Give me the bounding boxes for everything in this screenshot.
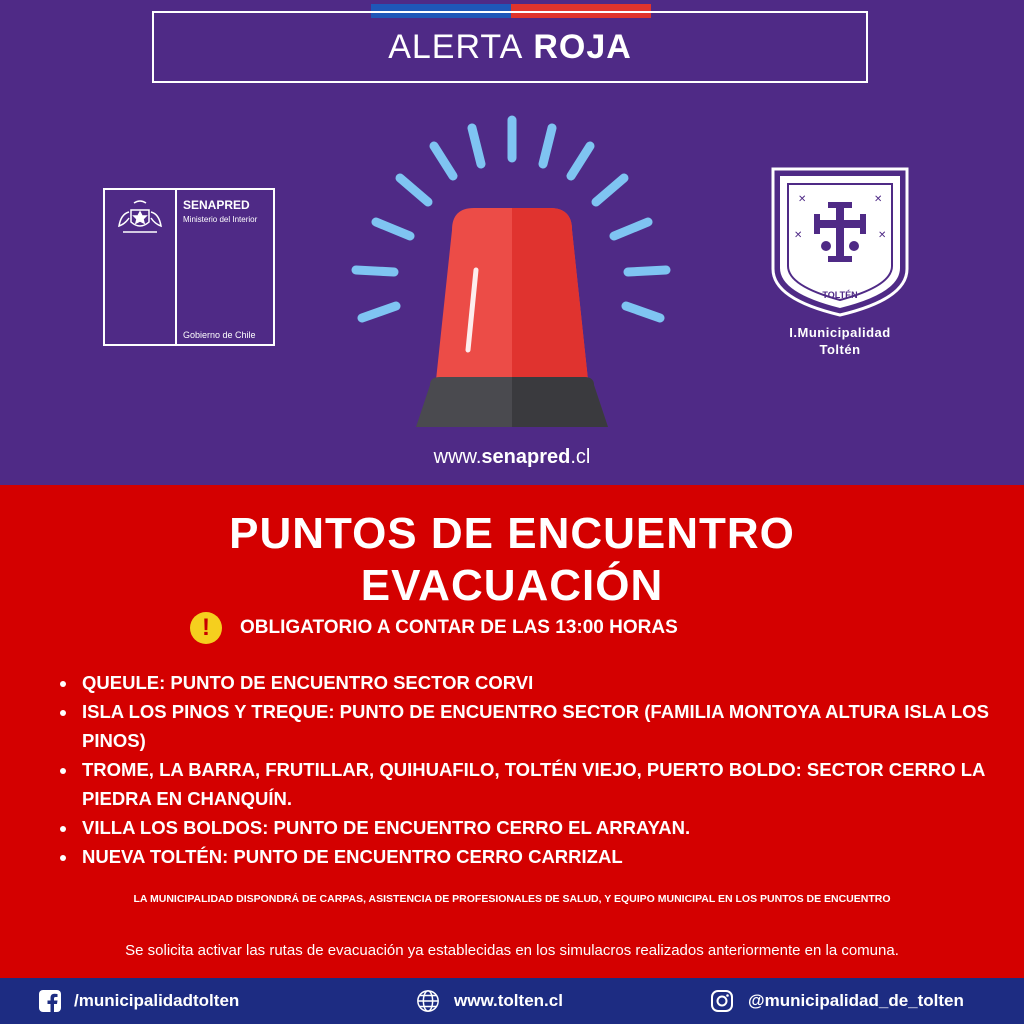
footer-facebook-link[interactable] [38, 978, 239, 1024]
warning-icon: ! [190, 612, 222, 644]
shield-label: TOLTÉN [822, 290, 858, 300]
siren-icon [340, 110, 680, 440]
senapred-url-suffix: .cl [570, 446, 591, 468]
headline [0, 508, 1024, 612]
obligatory-notice [190, 612, 678, 644]
senapred-name: SENAPRED [183, 198, 250, 212]
ministry-label: Ministerio del Interior [183, 215, 258, 224]
footer [0, 978, 1024, 1024]
instagram-handle: @municipalidad_de_tolten [748, 991, 964, 1010]
svg-text:✕: ✕ [874, 194, 883, 205]
evacuation-request: Se solicita activar las rutas de evacuación ya establecidas en los simulacros realizados anteriormente en la comuna. [125, 942, 899, 959]
svg-text:✕: ✕ [878, 230, 887, 241]
list-item: • ISLA LOS PINOS Y TREQUE: PUNTO DE ENCUENTRO SECTOR (FAMILIA MONTOYA ALTURA ISLA LOS PINOS) [78, 697, 1018, 755]
facebook-icon [38, 989, 62, 1013]
svg-text:✕: ✕ [798, 194, 807, 205]
list-item: • TROME, LA BARRA, FRUTILLAR, QUIHUAFILO, TOLTÉN VIEJO, PUERTO BOLDO: SECTOR CERRO LA PIEDRA EN CHANQUÍN. [78, 755, 1018, 813]
footer-instagram-link[interactable] [710, 978, 964, 1024]
list-item: • QUEULE: PUNTO DE ENCUENTRO SECTOR CORVI [78, 668, 1018, 697]
instagram-icon [710, 989, 734, 1013]
list-item: • VILLA LOS BOLDOS: PUNTO DE ENCUENTRO CERRO EL ARRAYAN. [78, 813, 1018, 842]
globe-icon [416, 989, 440, 1013]
alert-title [152, 11, 868, 83]
meeting-points-list [58, 668, 1018, 871]
headline-line1: PUNTOS DE ENCUENTRO [229, 509, 795, 558]
alert-title-light: ALERTA [388, 27, 524, 66]
headline-line2: EVACUACIÓN [360, 561, 664, 610]
municipality-shield-icon [770, 166, 910, 318]
svg-text:✕: ✕ [794, 230, 803, 241]
municipality-name-line1: I.Municipalidad [789, 325, 891, 340]
footer-website-link[interactable] [416, 978, 563, 1024]
facebook-handle: /municipalidadtolten [74, 991, 240, 1010]
list-item: • NUEVA TOLTÉN: PUNTO DE ENCUENTRO CERRO CARRIZAL [78, 842, 1018, 871]
senapred-url[interactable] [0, 446, 1024, 469]
municipality-logo [770, 166, 910, 366]
municipality-name-line2: Toltén [819, 342, 861, 357]
senapred-url-bold: senapred [481, 446, 571, 468]
chile-coat-of-arms-icon [113, 198, 167, 240]
obligatory-text: OBLIGATORIO A CONTAR DE LAS 13:00 HORAS [240, 617, 678, 638]
senapred-logo [103, 188, 275, 346]
website-url: www.tolten.cl [454, 991, 563, 1010]
senapred-url-prefix: www. [433, 446, 482, 468]
municipality-note: LA MUNICIPALIDAD DISPONDRÁ DE CARPAS, ASISTENCIA DE PROFESIONALES DE SALUD, Y EQUIPO MUNICIPAL EN LOS PUNTOS DE ENCUENTRO [133, 893, 891, 905]
alert-title-bold: ROJA [533, 27, 632, 66]
government-label: Gobierno de Chile [183, 330, 256, 340]
